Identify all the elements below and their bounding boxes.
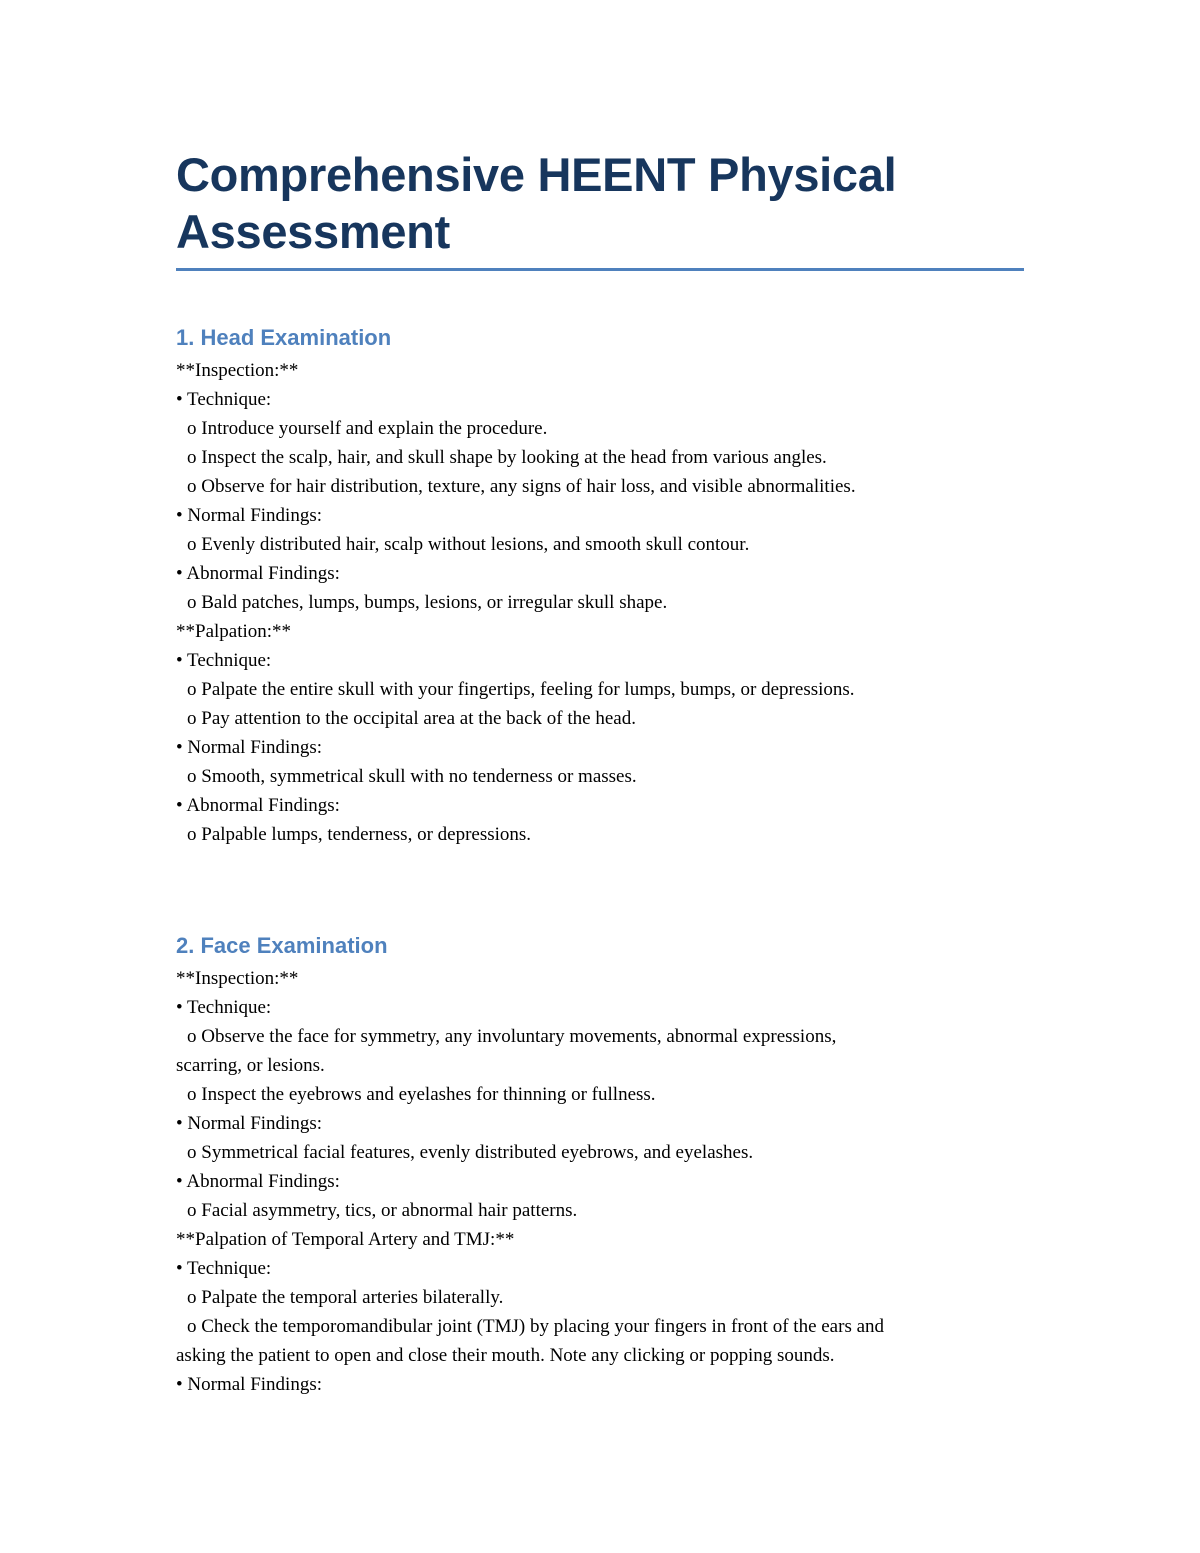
list-item: o Palpate the temporal arteries bilaterally.	[187, 1287, 504, 1308]
bullet-normal-findings: • Normal Findings:	[176, 737, 322, 758]
title-underline	[176, 268, 1024, 271]
bullet-technique: • Technique:	[176, 997, 272, 1018]
bullet-normal-findings: • Normal Findings:	[176, 1374, 322, 1395]
list-item-continuation: scarring, or lesions.	[176, 1055, 325, 1076]
list-item: o Inspect the scalp, hair, and skull shape by looking at the head from various angles.	[187, 447, 827, 468]
list-item: o Symmetrical facial features, evenly distributed eyebrows, and eyelashes.	[187, 1142, 754, 1163]
list-item: o Palpable lumps, tenderness, or depressions.	[187, 824, 532, 845]
list-item: o Pay attention to the occipital area at the back of the head.	[187, 708, 636, 729]
subheading-palpation: **Palpation:**	[176, 621, 292, 642]
subheading-inspection: **Inspection:**	[176, 360, 299, 381]
list-item: o Evenly distributed hair, scalp without lesions, and smooth skull contour.	[187, 534, 750, 555]
list-item: o Bald patches, lumps, bumps, lesions, or irregular skull shape.	[187, 592, 668, 613]
section-heading: 1. Head Examination	[176, 325, 392, 350]
bullet-abnormal-findings: • Abnormal Findings:	[176, 795, 340, 816]
list-item: o Observe for hair distribution, texture, any signs of hair loss, and visible abnormalities.	[187, 476, 856, 497]
subheading-inspection: **Inspection:**	[176, 968, 299, 989]
list-item: o Check the temporomandibular joint (TMJ) by placing your fingers in front of the ears and	[187, 1316, 885, 1337]
section-face-examination	[176, 931, 1026, 1399]
bullet-abnormal-findings: • Abnormal Findings:	[176, 563, 340, 584]
bullet-technique: • Technique:	[176, 389, 272, 410]
bullet-normal-findings: • Normal Findings:	[176, 505, 322, 526]
bullet-technique: • Technique:	[176, 650, 272, 671]
bullet-abnormal-findings: • Abnormal Findings:	[176, 1171, 340, 1192]
section-head-examination	[176, 323, 1026, 849]
document-title: Comprehensive HEENT Physical Assessment	[176, 148, 897, 258]
subheading-palpation-temporal-tmj: **Palpation of Temporal Artery and TMJ:**	[176, 1229, 515, 1250]
list-item: o Introduce yourself and explain the procedure.	[187, 418, 548, 439]
list-item: o Facial asymmetry, tics, or abnormal hair patterns.	[187, 1200, 578, 1221]
list-item: o Palpate the entire skull with your fingertips, feeling for lumps, bumps, or depressions.	[187, 679, 855, 700]
bullet-technique: • Technique:	[176, 1258, 272, 1279]
bullet-normal-findings: • Normal Findings:	[176, 1113, 322, 1134]
document-page	[176, 146, 1026, 1395]
list-item-continuation: asking the patient to open and close their mouth. Note any clicking or popping sounds.	[176, 1345, 835, 1366]
list-item: o Inspect the eyebrows and eyelashes for thinning or fullness.	[187, 1084, 656, 1105]
section-heading: 2. Face Examination	[176, 933, 388, 958]
list-item: o Observe the face for symmetry, any involuntary movements, abnormal expressions,	[187, 1026, 837, 1047]
list-item: o Smooth, symmetrical skull with no tenderness or masses.	[187, 766, 637, 787]
